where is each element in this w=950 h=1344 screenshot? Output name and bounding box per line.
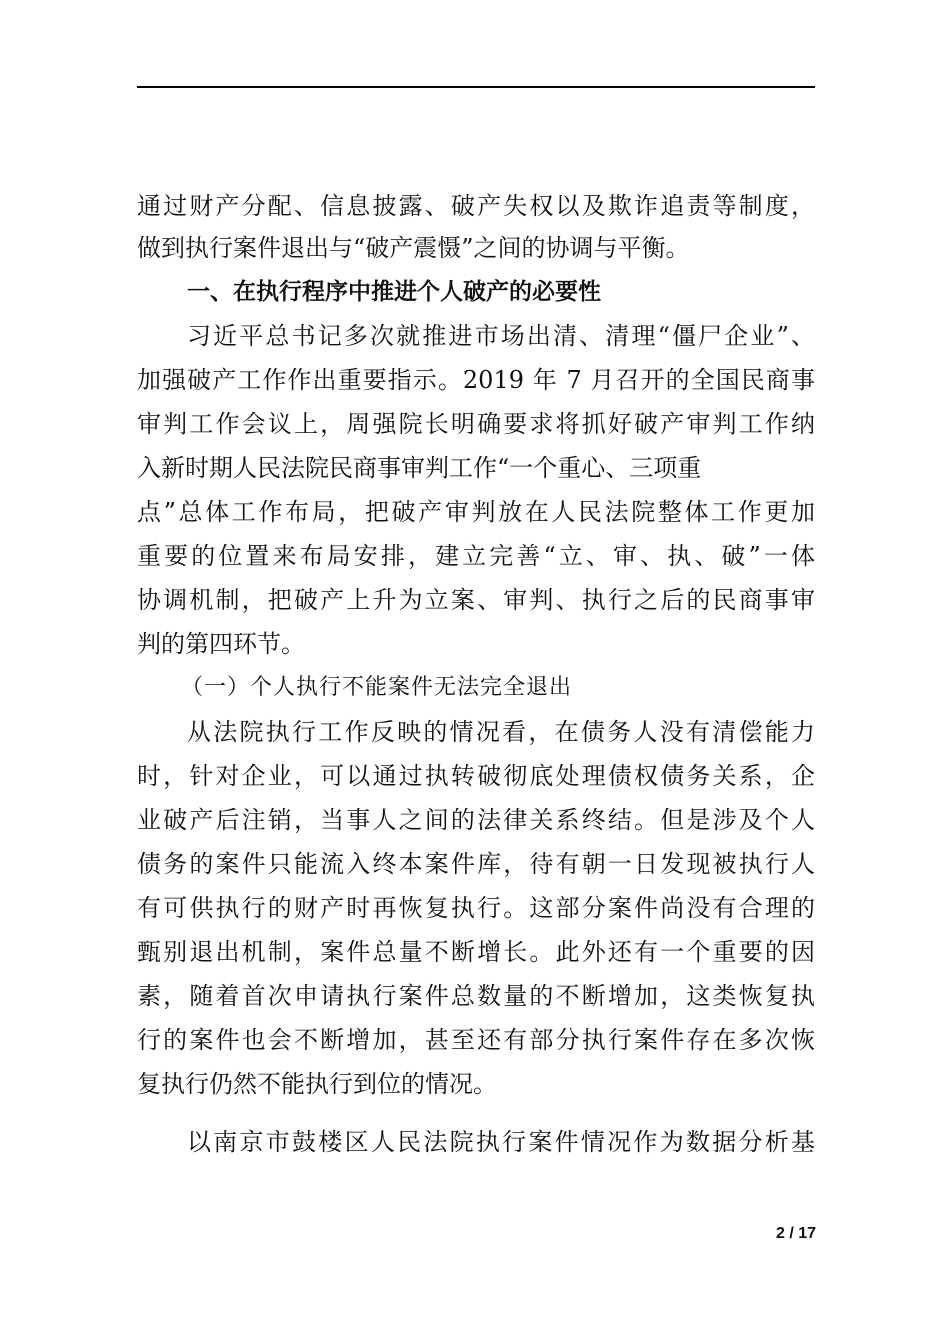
header-rule [137, 86, 815, 88]
subsection-heading: （一）个人执行不能案件无法完全退出 [181, 675, 573, 700]
page-number: 2 / 17 [775, 1225, 816, 1242]
paragraph-line: 审判工作会议上，周强院长明确要求将抓好破产审判工作纳 [137, 410, 815, 438]
paragraph-line: 行的案件也会不断增加，甚至还有部分执行案件存在多次恢 [137, 1026, 815, 1054]
paragraph-line: 从法院执行工作反映的情况看，在债务人没有清偿能力 [187, 718, 815, 746]
paragraph-line: 入新时期人民法院民商事审判工作“一个重心、三项重 [137, 454, 702, 482]
paragraph-line: 通过财产分配、信息披露、破产失权以及欺诈追责等制度， [137, 192, 815, 220]
paragraph-line: 判的第四环节。 [137, 630, 305, 658]
paragraph-line: 做到执行案件退出与“破产震慑”之间的协调与平衡。 [137, 234, 690, 262]
paragraph-line: 债务的案件只能流入终本案件库，待有朝一日发现被执行人 [137, 850, 815, 878]
paragraph-line: 点”总体工作布局，把破产审判放在人民法院整体工作更加 [137, 498, 815, 526]
paragraph-line: 时，针对企业，可以通过执转破彻底处理债权债务关系，企 [137, 762, 815, 790]
paragraph-line: 有可供执行的财产时再恢复执行。这部分案件尚没有合理的 [137, 894, 815, 922]
paragraph-line: 甄别退出机制，案件总量不断增长。此外还有一个重要的因 [137, 938, 815, 966]
section-heading: 一、在执行程序中推进个人破产的必要性 [187, 279, 601, 305]
paragraph-line: 以南京市鼓楼区人民法院执行案件情况作为数据分析基 [187, 1128, 815, 1156]
paragraph-line: 习近平总书记多次就推进市场出清、清理“僵尸企业”、 [187, 322, 815, 350]
paragraph-line: 协调机制，把破产上升为立案、审判、执行之后的民商事审 [137, 586, 815, 614]
paragraph-line: 业破产后注销，当事人之间的法律关系终结。但是涉及个人 [137, 806, 815, 834]
paragraph-line: 素，随着首次申请执行案件总数量的不断增加，这类恢复执 [137, 982, 815, 1010]
paragraph-line: 复执行仍然不能执行到位的情况。 [137, 1070, 497, 1098]
paragraph-line: 重要的位置来布局安排，建立完善“立、审、执、破”一体 [137, 542, 815, 570]
paragraph-line: 加强破产工作作出重要指示。2019 年 7 月召开的全国民商事 [137, 366, 815, 394]
